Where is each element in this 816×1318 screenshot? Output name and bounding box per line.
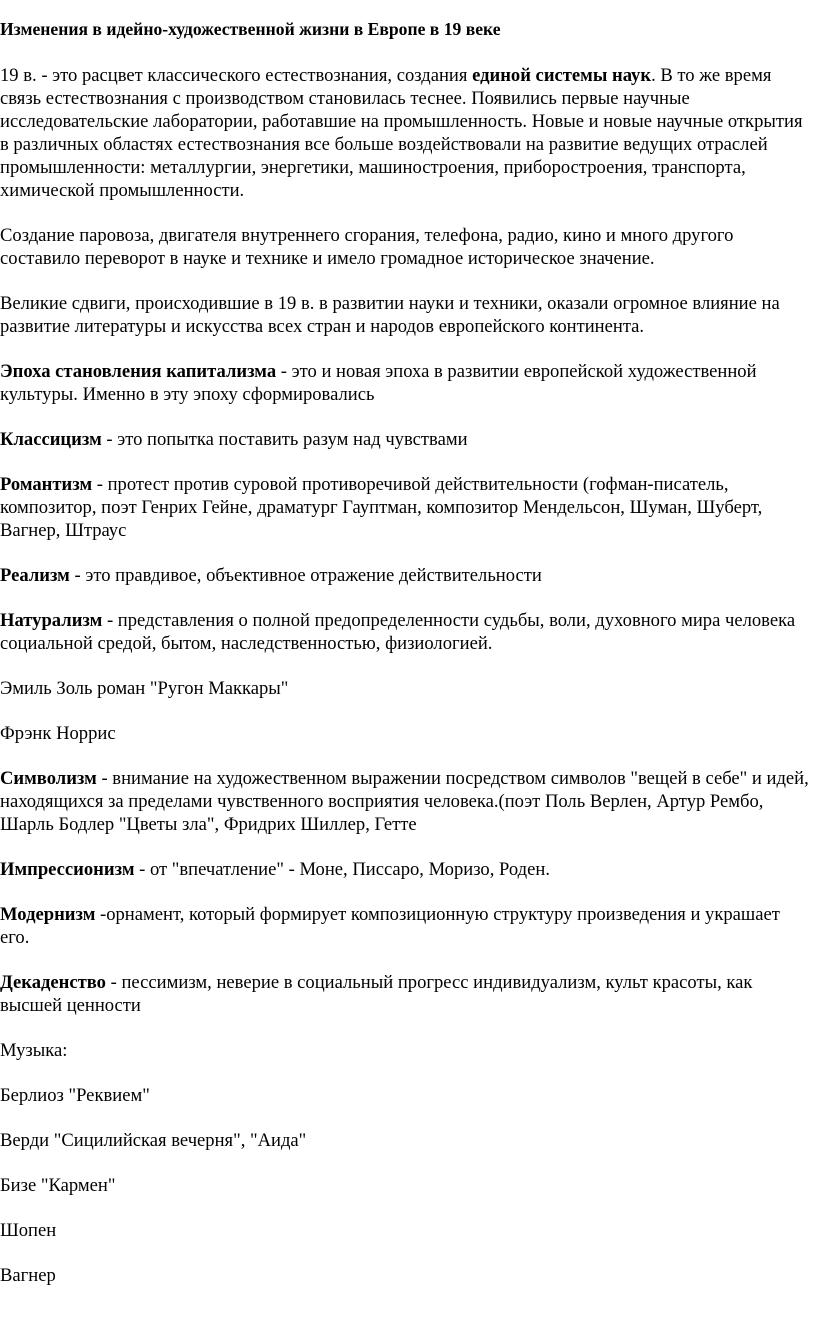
paragraph-symbolism	[0, 767, 812, 836]
music-item-bizet: Бизе "Кармен"	[0, 1175, 116, 1196]
paragraph-naturalism	[0, 609, 812, 655]
paragraph-modernism	[0, 903, 812, 949]
paragraph-realism	[0, 564, 812, 587]
modernism-term: Модернизм	[0, 904, 96, 925]
epoch-text: - это и новая эпоха в развитии европейской художественной культуры. Именно в эту эпоху сформировались	[0, 361, 757, 405]
paragraph-impressionism	[0, 858, 812, 881]
paragraph-decadence	[0, 971, 812, 1017]
romanticism-term: Романтизм	[0, 474, 93, 495]
page-title: Изменения в идейно-художественной жизни в Европе в 19 веке	[0, 19, 501, 39]
intro-text-before: 19 в. - это расцвет классического естествознания, создания	[0, 65, 473, 86]
impressionism-term: Импрессионизм	[0, 859, 135, 880]
music-item-chopin: Шопен	[0, 1220, 57, 1241]
epoch-term: Эпоха становления капитализма	[0, 361, 277, 382]
paragraph-inventions: Создание паровоза, двигателя внутреннего сгорания, телефона, радио, кино и много другого составило переворот в науке и технике и имело громадное историческое значение.	[0, 225, 734, 269]
intro-text-after: . В то же время связь естествознания с производством становилась теснее. Появились первые научные исследовательские лаборатории, работавшие на промышленность. Новые и новые научные открытия в различных областях естествознания все больше воздействовали на развитие ведущих отраслей промышленности: металлургии, энергетики, машиностроения, приборостроения, транспорта, химической промышленности.	[0, 65, 803, 201]
decadence-text: - пессимизм, неверие в социальный прогресс индивидуализм, культ красоты, как высшей ценности	[0, 972, 753, 1016]
intro-paragraph	[0, 64, 812, 202]
realism-term: Реализм	[0, 565, 70, 586]
paragraph-norris: Фрэнк Норрис	[0, 723, 116, 744]
romanticism-text: - протест против суровой противоречивой действительности (гофман-писатель, композитор, поэт Генрих Гейне, драматург Гауптман, композитор Мендельсон, Шуман, Шуберт, Вагнер, Штраус	[0, 474, 763, 541]
intro-bold-term: единой системы наук	[472, 65, 652, 86]
music-item-wagner: Вагнер	[0, 1265, 56, 1286]
impressionism-text: - от "впечатление" - Моне, Писсаро, Моризо, Роден.	[134, 859, 550, 880]
classicism-term: Классицизм	[0, 429, 102, 450]
classicism-text: - это попытка поставить разум над чувствами	[101, 429, 468, 450]
paragraph-shifts: Великие сдвиги, происходившие в 19 в. в развитии науки и техники, оказали огромное влияние на развитие литературы и искусства всех стран и народов европейского континента.	[0, 293, 780, 337]
paragraph-classicism	[0, 428, 812, 451]
music-item-verdi: Верди "Сицилийская вечерня", "Аида"	[0, 1130, 307, 1151]
symbolism-term: Символизм	[0, 768, 97, 789]
modernism-text: -орнамент, который формирует композиционную структуру произведения и украшает его.	[0, 904, 780, 948]
naturalism-text: - представления о полной предопределенности судьбы, воли, духовного мира человека социальной средой, бытом, наследственностью, физиологией.	[0, 610, 796, 654]
paragraph-romanticism	[0, 473, 812, 542]
naturalism-term: Натурализм	[0, 610, 103, 631]
paragraph-zola: Эмиль Золь роман "Ругон Маккары"	[0, 678, 289, 699]
paragraph-epoch	[0, 360, 812, 406]
decadence-term: Декаденство	[0, 972, 106, 993]
music-item-berlioz: Берлиоз "Реквием"	[0, 1085, 150, 1106]
realism-text: - это правдивое, объективное отражение действительности	[69, 565, 542, 586]
music-heading: Музыка:	[0, 1040, 68, 1061]
symbolism-text: - внимание на художественном выражении посредством символов "вещей в себе" и идей, находящихся за пределами чувственного восприятия человека.(поэт Поль Верлен, Артур Рембо, Шарль Бодлер "Цветы зла", Фридрих Шиллер, Гетте	[0, 768, 809, 835]
